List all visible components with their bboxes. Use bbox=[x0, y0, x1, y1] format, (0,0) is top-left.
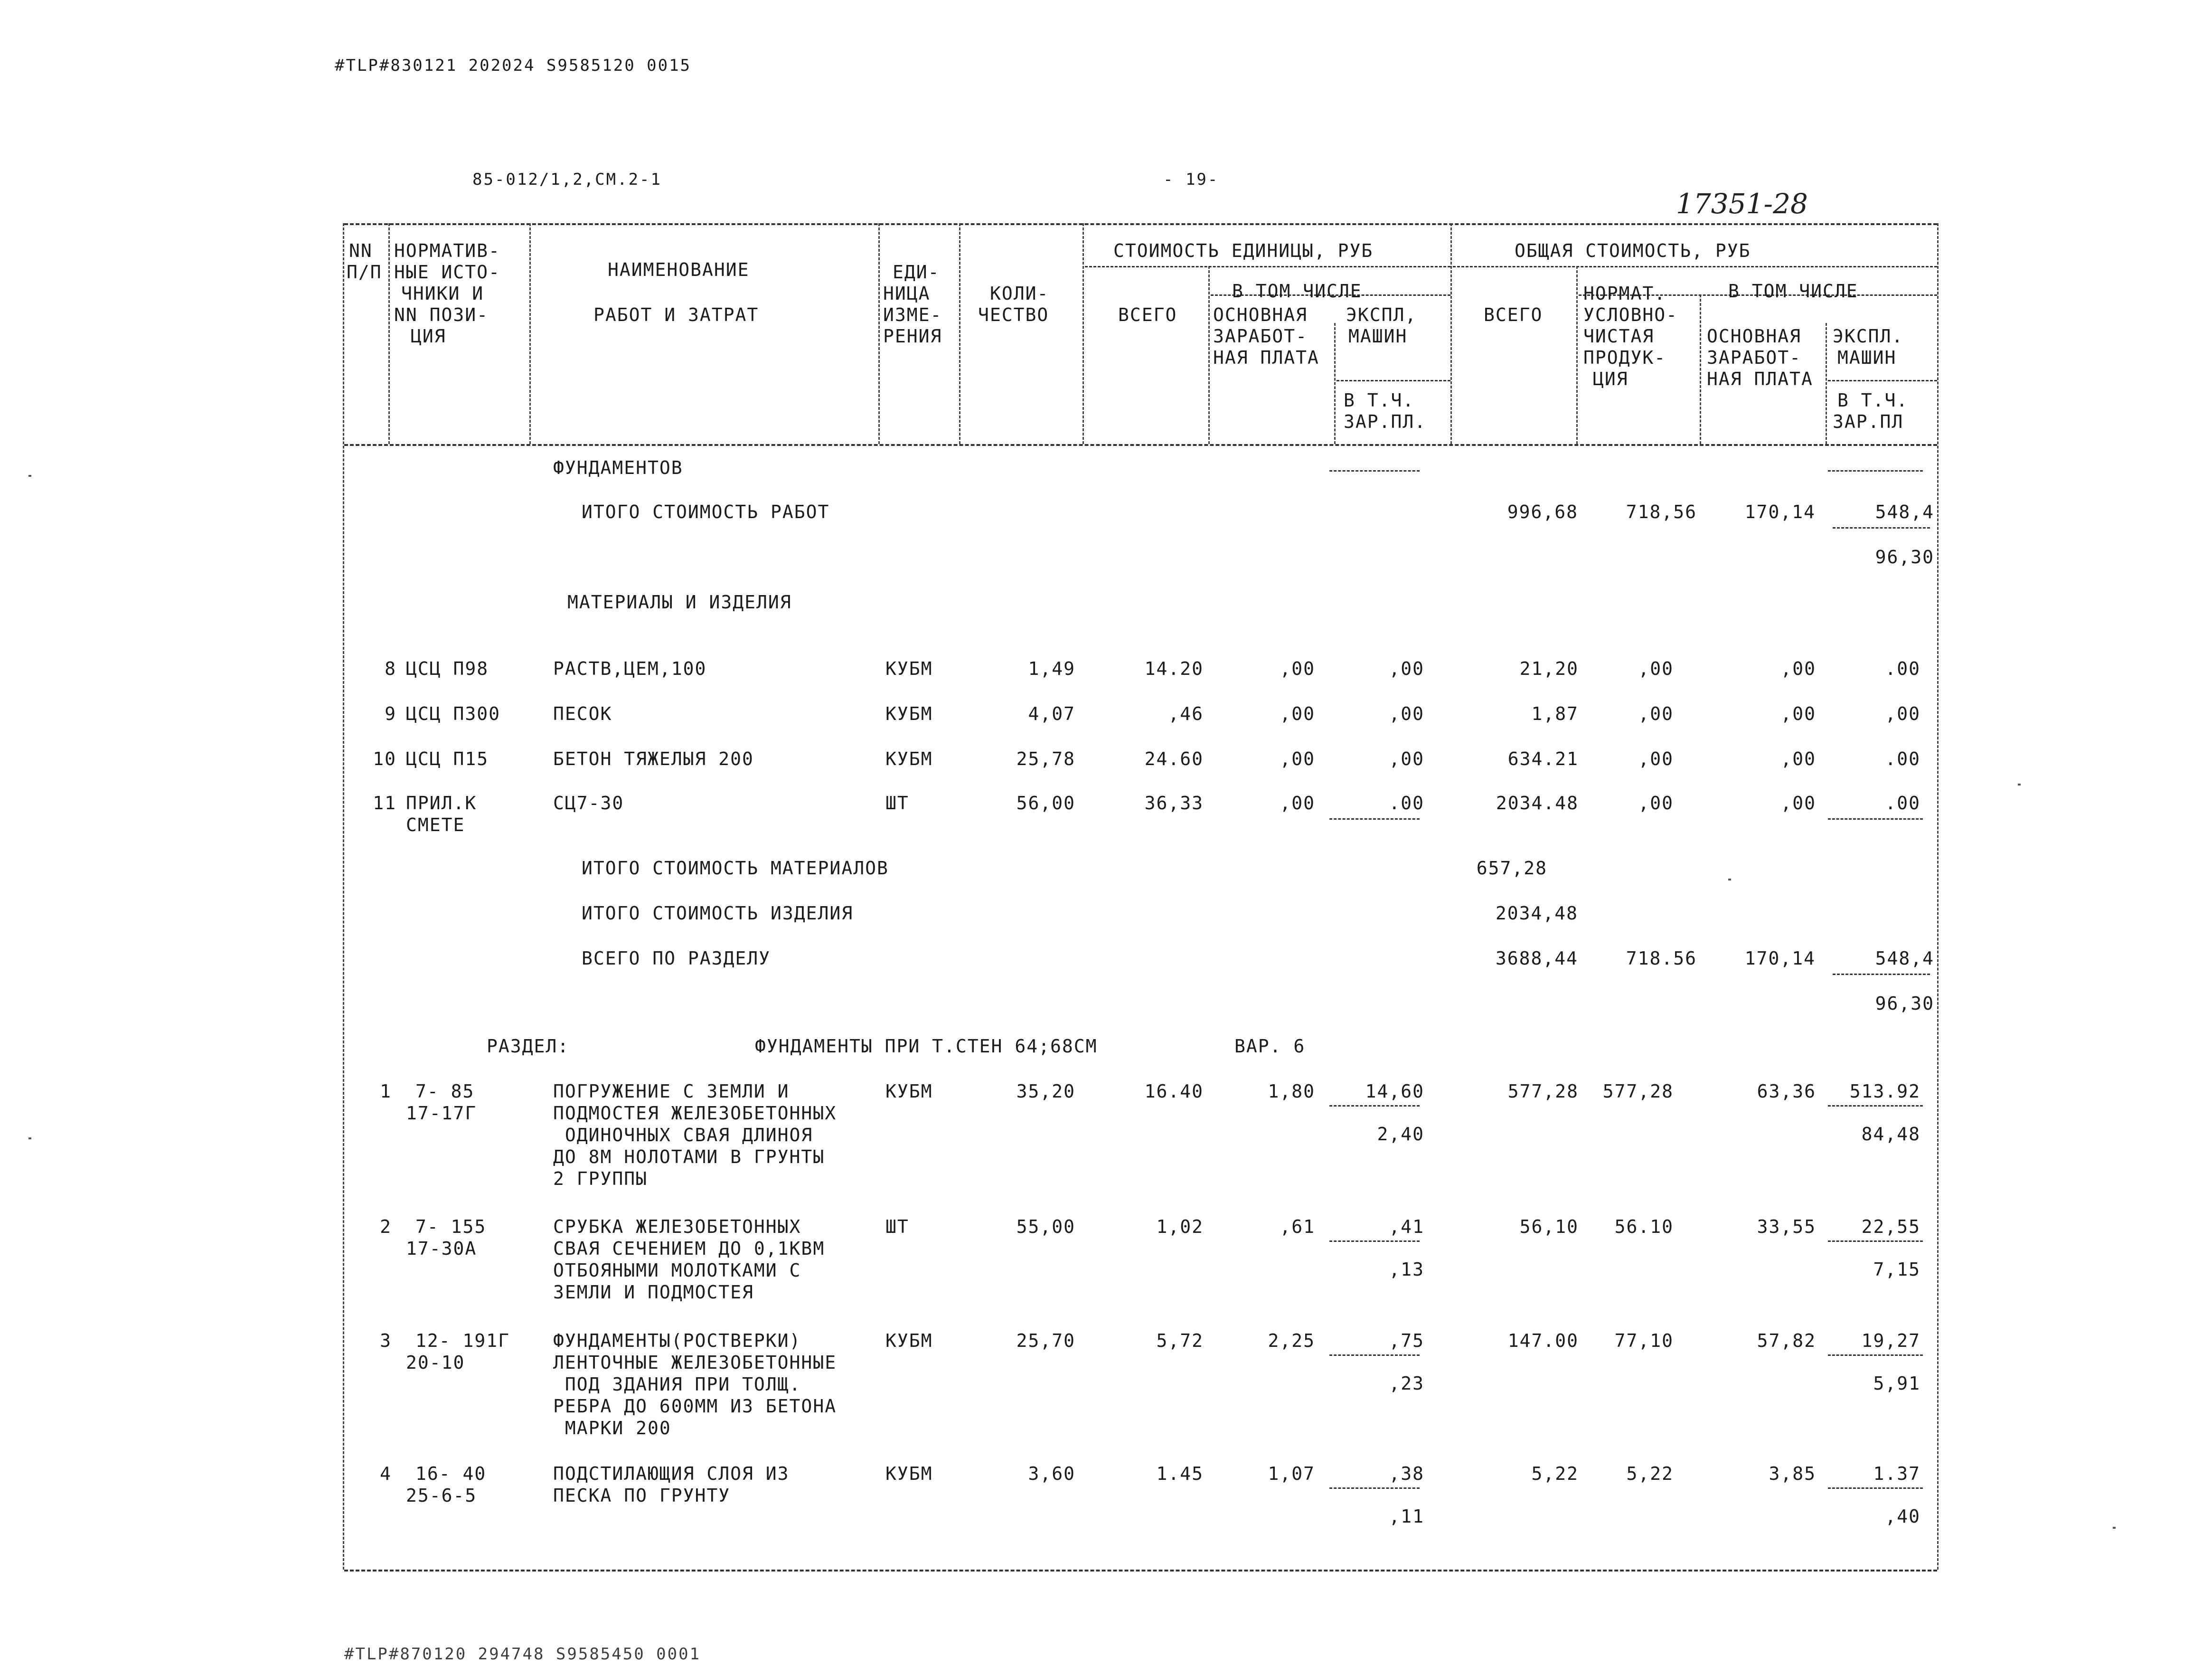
row-number: 2 bbox=[380, 1216, 392, 1237]
row-code: 20-10 bbox=[406, 1352, 465, 1373]
document-reference: 85-012/1,2,СМ.2-1 bbox=[472, 170, 662, 189]
row-tvsego: 56,10 bbox=[1519, 1216, 1579, 1237]
row-ueksp-zp: ,11 bbox=[1389, 1506, 1424, 1527]
row-name: БЕТОН ТЯЖЕЛЫЯ 200 bbox=[553, 748, 754, 769]
col-sep bbox=[1334, 323, 1336, 444]
row-uosn: ,00 bbox=[1280, 658, 1315, 679]
row-tvsego: 5,22 bbox=[1531, 1463, 1579, 1484]
scan-speck bbox=[1728, 879, 1731, 880]
row-number: 1 bbox=[380, 1081, 392, 1102]
header-norm: ЦИЯ bbox=[411, 326, 446, 347]
header-total-vtch: ЗАР.ПЛ bbox=[1833, 411, 1904, 432]
row-name: ПОДСТИЛАЮЩИЯ СЛОЯ ИЗ bbox=[553, 1463, 790, 1484]
subtotal-underline bbox=[1329, 1105, 1420, 1107]
header-qty: ЧЕСТВО bbox=[978, 304, 1049, 325]
row-ueksp: ,00 bbox=[1389, 703, 1424, 724]
header-total-osn-zp: ОСНОВНАЯ bbox=[1707, 326, 1802, 347]
header-total-v-tom: В ТОМ ЧИСЛЕ bbox=[1728, 281, 1858, 302]
row-teksp: .00 bbox=[1885, 658, 1920, 679]
vsego-razdel-eksp-zp: 96,30 bbox=[1875, 993, 1934, 1014]
table-right-border bbox=[1937, 223, 1939, 1570]
row-name: ПЕСКА ПО ГРУНТУ bbox=[553, 1485, 731, 1506]
row-teksp: ,00 bbox=[1885, 703, 1920, 724]
row-unit: КУБМ bbox=[885, 703, 933, 724]
row-name: ДО 8М НОЛОТАМИ В ГРУНТЫ bbox=[553, 1146, 825, 1167]
row-code: ЦСЦ П300 bbox=[406, 703, 501, 724]
row-qty: 25,70 bbox=[1016, 1330, 1075, 1351]
underline-vsego-eksp bbox=[1833, 974, 1930, 975]
header-total-ekspl: МАШИН bbox=[1837, 347, 1897, 368]
itogo-rabot-eksp: 548,4 bbox=[1875, 502, 1934, 522]
col-sep bbox=[529, 223, 531, 444]
vsego-razdel-eksp: 548,4 bbox=[1875, 948, 1934, 969]
row-tvsego: 147.00 bbox=[1507, 1330, 1579, 1351]
row-tvsego: 634.21 bbox=[1507, 748, 1579, 769]
col-sep bbox=[1208, 266, 1210, 444]
row-tosn: 3,85 bbox=[1769, 1463, 1816, 1484]
header-unit: ЕДИ- bbox=[893, 262, 940, 283]
row-tosn: ,00 bbox=[1780, 658, 1816, 679]
header-total-norm: ЦИЯ bbox=[1593, 369, 1628, 389]
row-tosn: 33,55 bbox=[1757, 1216, 1816, 1237]
row-uosn: ,00 bbox=[1280, 793, 1315, 814]
row-sep bbox=[1085, 266, 1450, 267]
itogo-rabot-eksp-zp: 96,30 bbox=[1875, 547, 1934, 568]
row-tvsego: 1,87 bbox=[1531, 703, 1579, 724]
row-name: ОТБОЯНЫМИ МОЛОТКАМИ С bbox=[553, 1260, 801, 1281]
row-code: 25-6-5 bbox=[406, 1485, 477, 1506]
header-unit-v-tom: В ТОМ ЧИСЛЕ bbox=[1232, 281, 1362, 302]
row-code: 7- 155 bbox=[415, 1216, 487, 1237]
subtotal-underline bbox=[1828, 1240, 1923, 1242]
header-unit-vtch: В Т.Ч. bbox=[1344, 390, 1415, 411]
row-tnorm: 56.10 bbox=[1614, 1216, 1674, 1237]
row-code: 16- 40 bbox=[415, 1463, 487, 1484]
scan-speck bbox=[2113, 1527, 2116, 1529]
row-uvsego: 14.20 bbox=[1144, 658, 1204, 679]
header-unit-vtch: ЗАР.ПЛ. bbox=[1344, 411, 1427, 432]
row-sep bbox=[1453, 266, 1937, 267]
row-teksp-zp: 5,91 bbox=[1873, 1373, 1920, 1394]
col-sep bbox=[878, 223, 880, 444]
header-norm: ЧНИКИ И bbox=[401, 283, 484, 304]
row-qty: 55,00 bbox=[1016, 1216, 1075, 1237]
header-unit: ИЗМЕ- bbox=[883, 304, 942, 325]
header-unit: РЕНИЯ bbox=[883, 326, 942, 347]
header-unit-ekspl: МАШИН bbox=[1348, 326, 1408, 347]
row-uvsego: 16.40 bbox=[1144, 1081, 1204, 1102]
section-title: ФУНДАМЕНТЫ ПРИ Т.СТЕН 64;68СМ bbox=[755, 1036, 1098, 1057]
row-code: ЦСЦ П98 bbox=[406, 658, 489, 679]
col-sep bbox=[1826, 323, 1827, 444]
header-total-osn-zp: НАЯ ПЛАТА bbox=[1707, 369, 1813, 389]
row-tosn: ,00 bbox=[1780, 703, 1816, 724]
row-ueksp: 14,60 bbox=[1365, 1081, 1424, 1102]
row-unit: ШТ bbox=[885, 793, 909, 814]
row-ueksp-zp: ,13 bbox=[1389, 1259, 1424, 1280]
row-ueksp: .00 bbox=[1389, 793, 1424, 814]
row-unit: КУБМ bbox=[885, 748, 933, 769]
row-tnorm: 5,22 bbox=[1626, 1463, 1674, 1484]
vsego-razdel-vsego: 3688,44 bbox=[1495, 948, 1578, 969]
table-top-border bbox=[344, 223, 1937, 225]
section-variant: ВАР. 6 bbox=[1234, 1036, 1306, 1057]
header-qty: КОЛИ- bbox=[990, 283, 1049, 304]
row-unit: КУБМ bbox=[885, 1081, 933, 1102]
row-qty: 56,00 bbox=[1016, 793, 1075, 814]
header-unit-osn-zp: ЗАРАБОТ- bbox=[1213, 326, 1308, 347]
underline-teksp bbox=[1828, 470, 1923, 472]
row-name: ПОГРУЖЕНИЕ С ЗЕМЛИ И bbox=[553, 1081, 790, 1102]
row-teksp: 19,27 bbox=[1861, 1330, 1920, 1351]
row-ueksp: ,00 bbox=[1389, 658, 1424, 679]
underline-itogo-eksp bbox=[1833, 527, 1930, 529]
row-number: 3 bbox=[380, 1330, 392, 1351]
row-name: ЗЕМЛИ И ПОДМОСТЕЯ bbox=[553, 1282, 754, 1303]
row-number: 4 bbox=[380, 1463, 392, 1484]
row-name: СЦ7-30 bbox=[553, 793, 624, 814]
row-number: 10 bbox=[373, 748, 396, 769]
row-uosn: 1,07 bbox=[1268, 1463, 1315, 1484]
row-tnorm: 77,10 bbox=[1614, 1330, 1674, 1351]
itogo-rabot-norm: 718,56 bbox=[1626, 502, 1697, 522]
subtotal-underline bbox=[1828, 1487, 1923, 1489]
row-ueksp: ,41 bbox=[1389, 1216, 1424, 1237]
row-qty: 4,07 bbox=[1028, 703, 1075, 724]
row-unit: КУБМ bbox=[885, 1330, 933, 1351]
header-total-norm: ЧИСТАЯ bbox=[1583, 326, 1655, 347]
itogo-rabot-vsego: 996,68 bbox=[1507, 502, 1578, 522]
header-unit-ekspl: ЭКСПЛ, bbox=[1346, 304, 1417, 325]
col-sep bbox=[959, 223, 960, 444]
row-uvsego: 36,33 bbox=[1144, 793, 1204, 814]
row-name: СРУБКА ЖЕЛЕЗОБЕТОННЫХ bbox=[553, 1216, 801, 1237]
underline-ueksp bbox=[1329, 470, 1420, 472]
itogo-izd-vsego: 2034,48 bbox=[1495, 903, 1578, 924]
row-name: ПОД ЗДАНИЯ ПРИ ТОЛЩ. bbox=[553, 1374, 801, 1395]
header-norm: НЫЕ ИСТО- bbox=[394, 262, 500, 283]
row-unit: КУБМ bbox=[885, 658, 933, 679]
row-number: 8 bbox=[385, 658, 396, 679]
row-uosn: 2,25 bbox=[1268, 1330, 1315, 1351]
header-unit-osn-zp: НАЯ ПЛАТА bbox=[1213, 347, 1319, 368]
scan-speck bbox=[28, 475, 31, 477]
header-total-vtch: В Т.Ч. bbox=[1837, 390, 1909, 411]
row-tvsego: 2034.48 bbox=[1496, 793, 1579, 814]
header-name: НАИМЕНОВАНИЕ bbox=[608, 259, 750, 280]
header-pp: П/П bbox=[347, 262, 382, 283]
row-name: ЛЕНТОЧНЫЕ ЖЕЛЕЗОБЕТОННЫЕ bbox=[553, 1352, 837, 1373]
row-teksp: .00 bbox=[1885, 793, 1920, 814]
vsego-razdel-osn: 170,14 bbox=[1744, 948, 1816, 969]
row-teksp-zp: ,40 bbox=[1885, 1506, 1920, 1527]
vsego-razdel-label: ВСЕГО ПО РАЗДЕЛУ bbox=[582, 948, 771, 969]
row-uosn: ,00 bbox=[1280, 703, 1315, 724]
scan-speck bbox=[28, 1137, 31, 1139]
header-total-vsego: ВСЕГО bbox=[1484, 304, 1543, 325]
header-unit-cost: СТОИМОСТЬ ЕДИНИЦЫ, РУБ bbox=[1113, 240, 1374, 261]
row-tosn: ,00 bbox=[1780, 748, 1816, 769]
table-left-border bbox=[343, 223, 344, 1570]
col-sep bbox=[1082, 223, 1084, 444]
itogo-izd-label: ИТОГО СТОИМОСТЬ ИЗДЕЛИЯ bbox=[582, 903, 854, 924]
row-name: ПОДМОСТЕЯ ЖЕЛЕЗОБЕТОННЫХ bbox=[553, 1103, 837, 1124]
row-qty: 1,49 bbox=[1028, 658, 1075, 679]
row-name: МАРКИ 200 bbox=[553, 1418, 671, 1439]
row-name: 2 ГРУППЫ bbox=[553, 1168, 648, 1189]
row-qty: 3,60 bbox=[1028, 1463, 1075, 1484]
top-code: #TLP#830121 202024 S9585120 0015 bbox=[335, 56, 692, 75]
row-teksp-zp: 84,48 bbox=[1861, 1124, 1920, 1145]
itogo-rabot-label: ИТОГО СТОИМОСТЬ РАБОТ bbox=[582, 502, 830, 522]
row-tosn: ,00 bbox=[1780, 793, 1816, 814]
header-total-cost: ОБЩАЯ СТОИМОСТЬ, РУБ bbox=[1515, 240, 1751, 261]
subtotal-underline bbox=[1828, 818, 1923, 820]
subtotal-underline bbox=[1329, 1487, 1420, 1489]
section-label: РАЗДЕЛ: bbox=[487, 1036, 570, 1057]
subtotal-underline bbox=[1329, 1354, 1420, 1356]
col-sep bbox=[1700, 294, 1701, 444]
row-code: ПРИЛ.К bbox=[406, 793, 477, 814]
row-ueksp-zp: 2,40 bbox=[1377, 1124, 1424, 1145]
row-sep bbox=[1828, 380, 1937, 381]
row-ueksp-zp: ,23 bbox=[1389, 1373, 1424, 1394]
row-code: ЦСЦ П15 bbox=[406, 748, 489, 769]
header-unit-vsego: ВСЕГО bbox=[1118, 304, 1177, 325]
row-ueksp: ,75 bbox=[1389, 1330, 1424, 1351]
row-uvsego: ,46 bbox=[1168, 703, 1204, 724]
subtotal-underline bbox=[1828, 1105, 1923, 1107]
page-number: - 19- bbox=[1163, 170, 1219, 189]
header-unit-osn-zp: ОСНОВНАЯ bbox=[1213, 304, 1308, 325]
row-uosn: 1,80 bbox=[1268, 1081, 1315, 1102]
bottom-code: #TLP#870120 294748 S9585450 0001 bbox=[344, 1645, 701, 1664]
header-total-norm: УСЛОВНО- bbox=[1583, 304, 1678, 325]
row-name: ОДИНОЧНЫХ СВАЯ ДЛИНОЯ bbox=[553, 1125, 813, 1145]
subtotal-underline bbox=[1329, 1240, 1420, 1242]
row-qty: 25,78 bbox=[1016, 748, 1075, 769]
row-ueksp: ,38 bbox=[1389, 1463, 1424, 1484]
handwritten-number: 17351-28 bbox=[1676, 188, 1808, 220]
row-tosn: 63,36 bbox=[1757, 1081, 1816, 1102]
row-sep bbox=[1337, 380, 1450, 381]
row-number: 11 bbox=[373, 793, 396, 814]
row-name: РЕБРА ДО 600ММ ИЗ БЕТОНА bbox=[553, 1396, 837, 1417]
vsego-razdel-norm: 718.56 bbox=[1626, 948, 1697, 969]
row-tnorm: 577,28 bbox=[1602, 1081, 1674, 1102]
row-uvsego: 5,72 bbox=[1156, 1330, 1204, 1351]
row-tvsego: 21,20 bbox=[1519, 658, 1579, 679]
col-sep bbox=[1450, 223, 1452, 444]
row-teksp: 513.92 bbox=[1849, 1081, 1920, 1102]
row-code: 12- 191Г bbox=[415, 1330, 510, 1351]
header-total-osn-zp: ЗАРАБОТ- bbox=[1707, 347, 1802, 368]
col-sep bbox=[1576, 266, 1578, 444]
row-code: 17-17Г bbox=[406, 1103, 477, 1124]
row-uosn: ,00 bbox=[1280, 748, 1315, 769]
row-code: 17-30А bbox=[406, 1238, 477, 1259]
row-name: ПЕСОК bbox=[553, 703, 612, 724]
itogo-mat-label: ИТОГО СТОИМОСТЬ МАТЕРИАЛОВ bbox=[582, 858, 889, 879]
header-norm: NN ПОЗИ- bbox=[394, 304, 489, 325]
subtotal-underline bbox=[1329, 818, 1420, 820]
row-uosn: ,61 bbox=[1280, 1216, 1315, 1237]
table-bottom-border bbox=[344, 1570, 1937, 1571]
row-unit: ШТ bbox=[885, 1216, 909, 1237]
header-total-norm: ПРОДУК- bbox=[1583, 347, 1666, 368]
section-continuation: ФУНДАМЕНТОВ bbox=[553, 457, 683, 478]
row-name: РАСТВ,ЦЕМ,100 bbox=[553, 658, 707, 679]
header-norm: НОРМАТИВ- bbox=[394, 240, 500, 261]
header-unit: НИЦА bbox=[883, 283, 931, 304]
header-total-ekspl: ЭКСПЛ. bbox=[1833, 326, 1904, 347]
row-name: ФУНДАМЕНТЫ(РОСТВЕРКИ) bbox=[553, 1330, 801, 1351]
header-nn: NN bbox=[349, 240, 373, 261]
subtotal-underline bbox=[1828, 1354, 1923, 1356]
row-name: СВАЯ СЕЧЕНИЕМ ДО 0,1КВМ bbox=[553, 1238, 825, 1259]
row-number: 9 bbox=[385, 703, 396, 724]
header-name: РАБОТ И ЗАТРАТ bbox=[593, 304, 759, 325]
row-teksp: 1.37 bbox=[1873, 1463, 1920, 1484]
row-code: 7- 85 bbox=[415, 1081, 475, 1102]
row-uvsego: 24.60 bbox=[1144, 748, 1204, 769]
scan-speck bbox=[2018, 784, 2021, 786]
header-bottom-border bbox=[344, 444, 1937, 446]
row-qty: 35,20 bbox=[1016, 1081, 1075, 1102]
row-ueksp: ,00 bbox=[1389, 748, 1424, 769]
row-tvsego: 577,28 bbox=[1507, 1081, 1579, 1102]
materials-heading: МАТЕРИАЛЫ И ИЗДЕЛИЯ bbox=[567, 592, 792, 613]
row-tosn: 57,82 bbox=[1757, 1330, 1816, 1351]
row-tnorm: ,00 bbox=[1638, 748, 1674, 769]
row-tnorm: ,00 bbox=[1638, 793, 1674, 814]
row-tnorm: ,00 bbox=[1638, 658, 1674, 679]
col-sep bbox=[388, 223, 390, 444]
row-teksp: 22,55 bbox=[1861, 1216, 1920, 1237]
row-teksp: .00 bbox=[1885, 748, 1920, 769]
row-uvsego: 1.45 bbox=[1156, 1463, 1204, 1484]
row-teksp-zp: 7,15 bbox=[1873, 1259, 1920, 1280]
row-unit: КУБМ bbox=[885, 1463, 933, 1484]
row-tnorm: ,00 bbox=[1638, 703, 1674, 724]
itogo-rabot-osn: 170,14 bbox=[1744, 502, 1816, 522]
header-total-norm: НОРМАТ. bbox=[1583, 283, 1666, 304]
row-code: СМЕТЕ bbox=[406, 814, 465, 835]
row-uvsego: 1,02 bbox=[1156, 1216, 1204, 1237]
itogo-mat-vsego: 657,28 bbox=[1476, 858, 1547, 879]
